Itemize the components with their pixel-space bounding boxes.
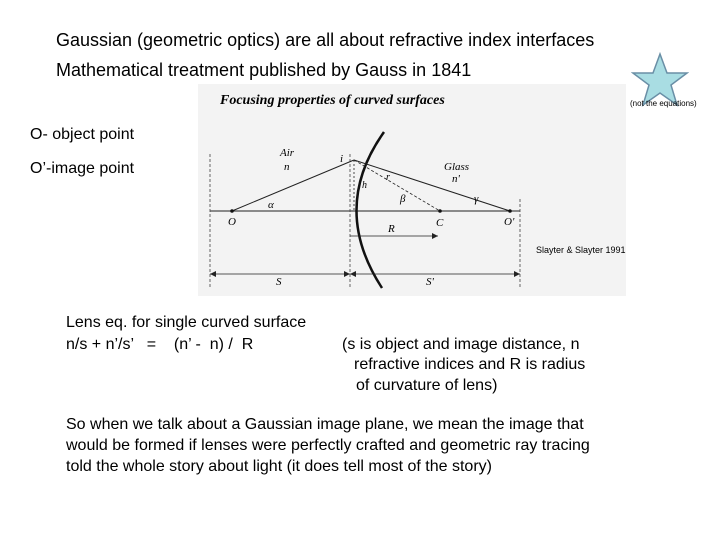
- distance-s-prime-label: S': [426, 276, 434, 288]
- air-label: Air: [280, 147, 295, 159]
- object-point-definition: O- object point: [30, 126, 135, 143]
- incident-ray: [232, 160, 354, 211]
- refraction-diagram: [198, 84, 626, 296]
- summary-line-2: would be formed if lenses were perfectly crafted and geometric ray tracing: [66, 437, 590, 454]
- figure-credit: Slayter & Slayter 1991: [536, 245, 626, 255]
- s-arrowhead-right: [344, 271, 350, 277]
- radius-r-label: R: [388, 223, 395, 235]
- object-o-label: O: [228, 216, 236, 228]
- lens-equation-explanation-3: of curvature of lens): [356, 377, 498, 394]
- summary-line-3: told the whole story about light (it does tell most of the story): [66, 458, 492, 475]
- gamma-label: γ: [474, 193, 479, 205]
- angle-i-label: i: [340, 153, 344, 165]
- header-line-2: Mathematical treatment published by Gauss in 1841: [56, 60, 472, 80]
- lens-equation-formula: n/s + n’/s’ = (n’ - n) / R: [66, 336, 254, 353]
- glass-label: Glass: [444, 161, 470, 173]
- center-c-label: C: [436, 217, 444, 229]
- image-point-definition: O’-image point: [30, 160, 135, 177]
- summary-paragraph: [66, 414, 590, 477]
- alpha-label: α: [268, 199, 274, 211]
- image-o-prime-label: O': [504, 216, 515, 228]
- lens-equation-explanation-1: (s is object and image distance, n: [342, 336, 580, 353]
- n-label: n: [284, 161, 290, 173]
- s-prime-arrowhead-left: [350, 271, 356, 277]
- refracted-ray: [354, 160, 510, 211]
- star-note: (not the equations): [630, 99, 697, 108]
- radius-arrowhead: [432, 233, 438, 239]
- image-point-marker: [508, 209, 512, 213]
- s-prime-arrowhead-right: [514, 271, 520, 277]
- curved-surface: [356, 132, 384, 288]
- beta-label: β: [400, 193, 406, 205]
- header-line-1: Gaussian (geometric optics) are all about refractive index interfaces: [56, 30, 595, 50]
- lens-equation-explanation-2: refractive indices and R is radius: [354, 356, 586, 373]
- height-h-label: h: [362, 180, 367, 191]
- figure-panel: [198, 84, 626, 296]
- s-arrowhead-left: [210, 271, 216, 277]
- lens-equation-heading: Lens eq. for single curved surface: [66, 314, 307, 331]
- center-point-marker: [438, 209, 442, 213]
- object-point-marker: [230, 209, 234, 213]
- distance-s-label: S: [276, 276, 282, 288]
- summary-line-1: So when we talk about a Gaussian image plane, we mean the image that: [66, 416, 584, 433]
- figure-title: Focusing properties of curved surfaces: [220, 93, 445, 108]
- angle-r-label: r: [386, 172, 390, 183]
- n-prime-label: n': [452, 173, 460, 185]
